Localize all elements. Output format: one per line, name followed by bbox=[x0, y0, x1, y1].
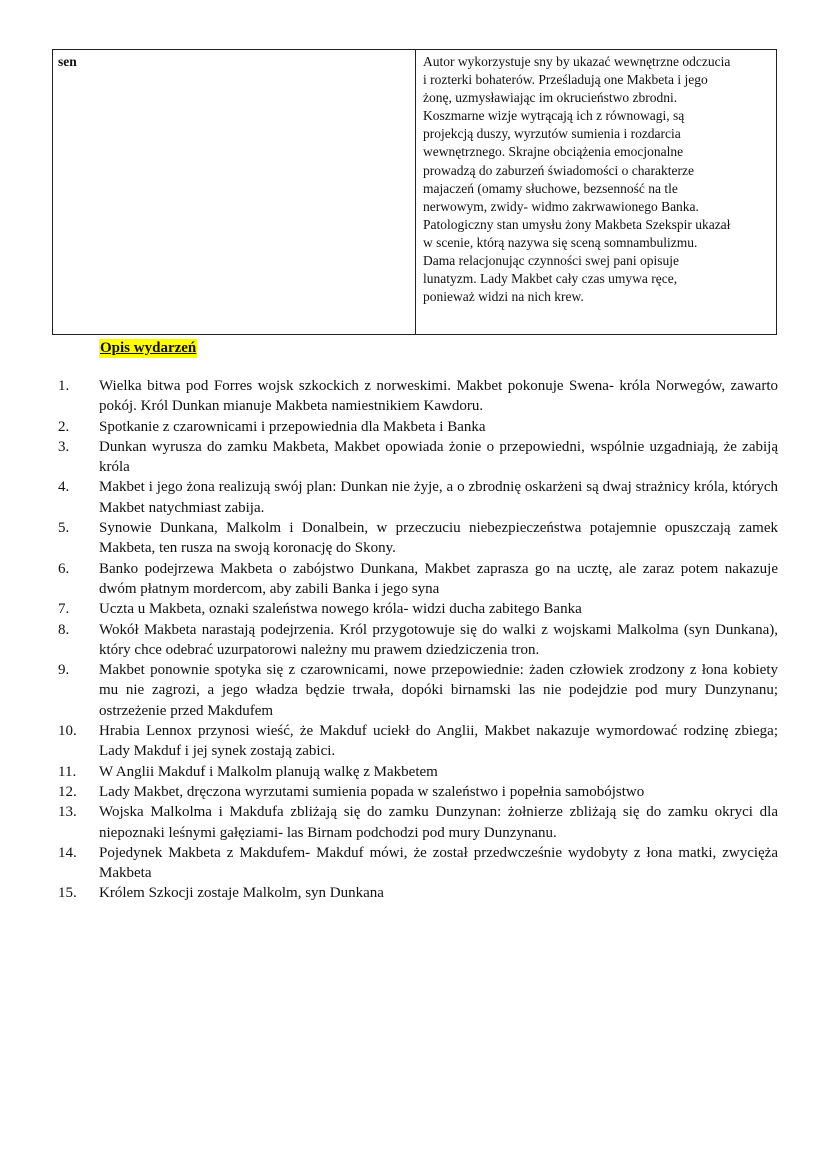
list-item bbox=[58, 599, 778, 619]
item-number: 11. bbox=[58, 763, 77, 780]
item-number: 10. bbox=[58, 723, 77, 740]
list-item bbox=[58, 802, 778, 843]
item-number: 8. bbox=[58, 621, 70, 638]
item-text: Uczta u Makbeta, oznaki szaleństwa nowego króla- widzi ducha zabitego Banka bbox=[99, 601, 582, 618]
item-number: 14. bbox=[58, 844, 77, 861]
item-number: 5. bbox=[58, 520, 70, 537]
motif-table bbox=[52, 49, 777, 335]
item-number: 9. bbox=[58, 662, 70, 679]
item-number: 3. bbox=[58, 438, 70, 455]
item-number: 6. bbox=[58, 560, 70, 577]
item-number: 15. bbox=[58, 885, 77, 902]
item-number: 1. bbox=[58, 378, 70, 394]
item-text: Lady Makbet, dręczona wyrzutami sumienia popada w szaleństwo i popełnia samobójstwo bbox=[99, 783, 645, 800]
list-item bbox=[58, 559, 778, 600]
list-item bbox=[58, 417, 778, 437]
item-text: Makbet i jego żona realizują swój plan: Dunkan nie żyje, a o zbrodnię oskarżeni są dwaj strażnicy króla, których Makbet natychmiast zabija. bbox=[99, 479, 778, 516]
item-number: 13. bbox=[58, 804, 77, 821]
list-item bbox=[58, 477, 778, 518]
list-item bbox=[58, 843, 778, 884]
table-description-cell: Autor wykorzystuje sny by ukazać wewnętrzne odczucia i rozterki bohaterów. Prześladują one Makbeta i jego żonę, uzmysławiając im okrucieństwo zbrodni. Koszmarne wizje wytrącają ich z równowagi, są projekcją duszy, wyrzutów sumienia i rozdarcia wewnętrznego. Skrajne obciążenia emocjonalne prowadzą do zaburzeń świadomości o charakterze majaczeń (omamy słuchowe, bezsenność na tle nerwowym, zwidy- widmo zakrwawionego Banka. Patologiczny stan umysłu żony Makbeta Szekspir ukazał w scenie, którą nazywa się sceną somnambulizmu. Dama relacjonując czynności swej pani opisuje lunatyzm. Lady Makbet cały czas umywa ręce, ponieważ widzi na nich krew. bbox=[423, 54, 731, 305]
item-text: Wokół Makbeta narastają podejrzenia. Król przygotowuje się do walki z wojskami Malkolma (syn Dunkana), który chce odebrać uzurpatorowi należny mu prawem dziedziczenia tron. bbox=[99, 621, 778, 658]
item-number: 7. bbox=[58, 601, 70, 618]
item-text: Synowie Dunkana, Malkolm i Donalbein, w przeczuciu niebezpieczeństwa potajemnie opuszczają zamek Makbeta, ten rusza na swoją koronację do Skony. bbox=[99, 520, 778, 557]
list-item bbox=[58, 518, 778, 559]
item-text: Hrabia Lennox przynosi wieść, że Makduf uciekł do Anglii, Makbet nakazuje wymordować rodzinę zbiega; Lady Makduf i jej synek zostają zabici. bbox=[99, 723, 778, 760]
list-item bbox=[58, 660, 778, 721]
item-text: Wojska Malkolma i Makdufa zbliżają się do zamku Dunzynan: żołnierze zbliżają się do zamku okryci dla niepoznaki leśnymi gałęziami- las Birnam podchodzi pod mury Dunzynanu. bbox=[99, 804, 778, 841]
item-text: Spotkanie z czarownicami i przepowiednia dla Makbeta i Banka bbox=[99, 418, 486, 435]
item-number: 12. bbox=[58, 783, 77, 800]
list-item bbox=[58, 721, 778, 762]
item-text: Wielka bitwa pod Forres wojsk szkockich z norweskimi. Makbet pokonuje Swena- króla Norwegów, zawarto pokój. Król Dunkan mianuje Makbeta namiestnikiem Kawdoru. bbox=[99, 378, 778, 415]
list-item bbox=[58, 376, 778, 417]
item-number: 4. bbox=[58, 479, 70, 496]
item-text: Dunkan wyrusza do zamku Makbeta, Makbet opowiada żonie o przepowiedni, wspólnie uzgadniają, że zabiją króla bbox=[99, 438, 778, 476]
list-item bbox=[58, 437, 778, 478]
list-item bbox=[58, 883, 778, 903]
list-item bbox=[58, 620, 778, 661]
item-text: Królem Szkocji zostaje Malkolm, syn Dunkana bbox=[99, 885, 384, 902]
events-list bbox=[58, 376, 778, 904]
section-heading: Opis wydarzeń bbox=[100, 340, 197, 356]
item-text: Pojedynek Makbeta z Makdufem- Makduf mówi, że został przedwcześnie wydobyty z łona matki, zwycięża Makbeta bbox=[99, 844, 778, 882]
table-term: sen bbox=[58, 54, 77, 69]
item-number: 2. bbox=[58, 418, 70, 435]
list-item bbox=[58, 762, 778, 782]
item-text: Banko podejrzewa Makbeta o zabójstwo Dunkana, Makbet zaprasza go na ucztę, ale zaraz potem nakazuje dwóm płatnym mordercom, aby zabili Banka i jego syna bbox=[99, 560, 778, 597]
item-text: Makbet ponownie spotyka się z czarownicami, nowe przepowiednie: żaden człowiek zrodzony z łona kobiety mu nie zagrozi, a jego władza będzie trwała, dopóki birnamski las nie podejdzie pod mury Dunzynanu; ostrzeżenie przed Makdufem bbox=[99, 662, 778, 719]
list-item bbox=[58, 782, 778, 802]
table-term-cell bbox=[53, 50, 416, 334]
item-text: W Anglii Makduf i Malkolm planują walkę z Makbetem bbox=[99, 763, 438, 780]
